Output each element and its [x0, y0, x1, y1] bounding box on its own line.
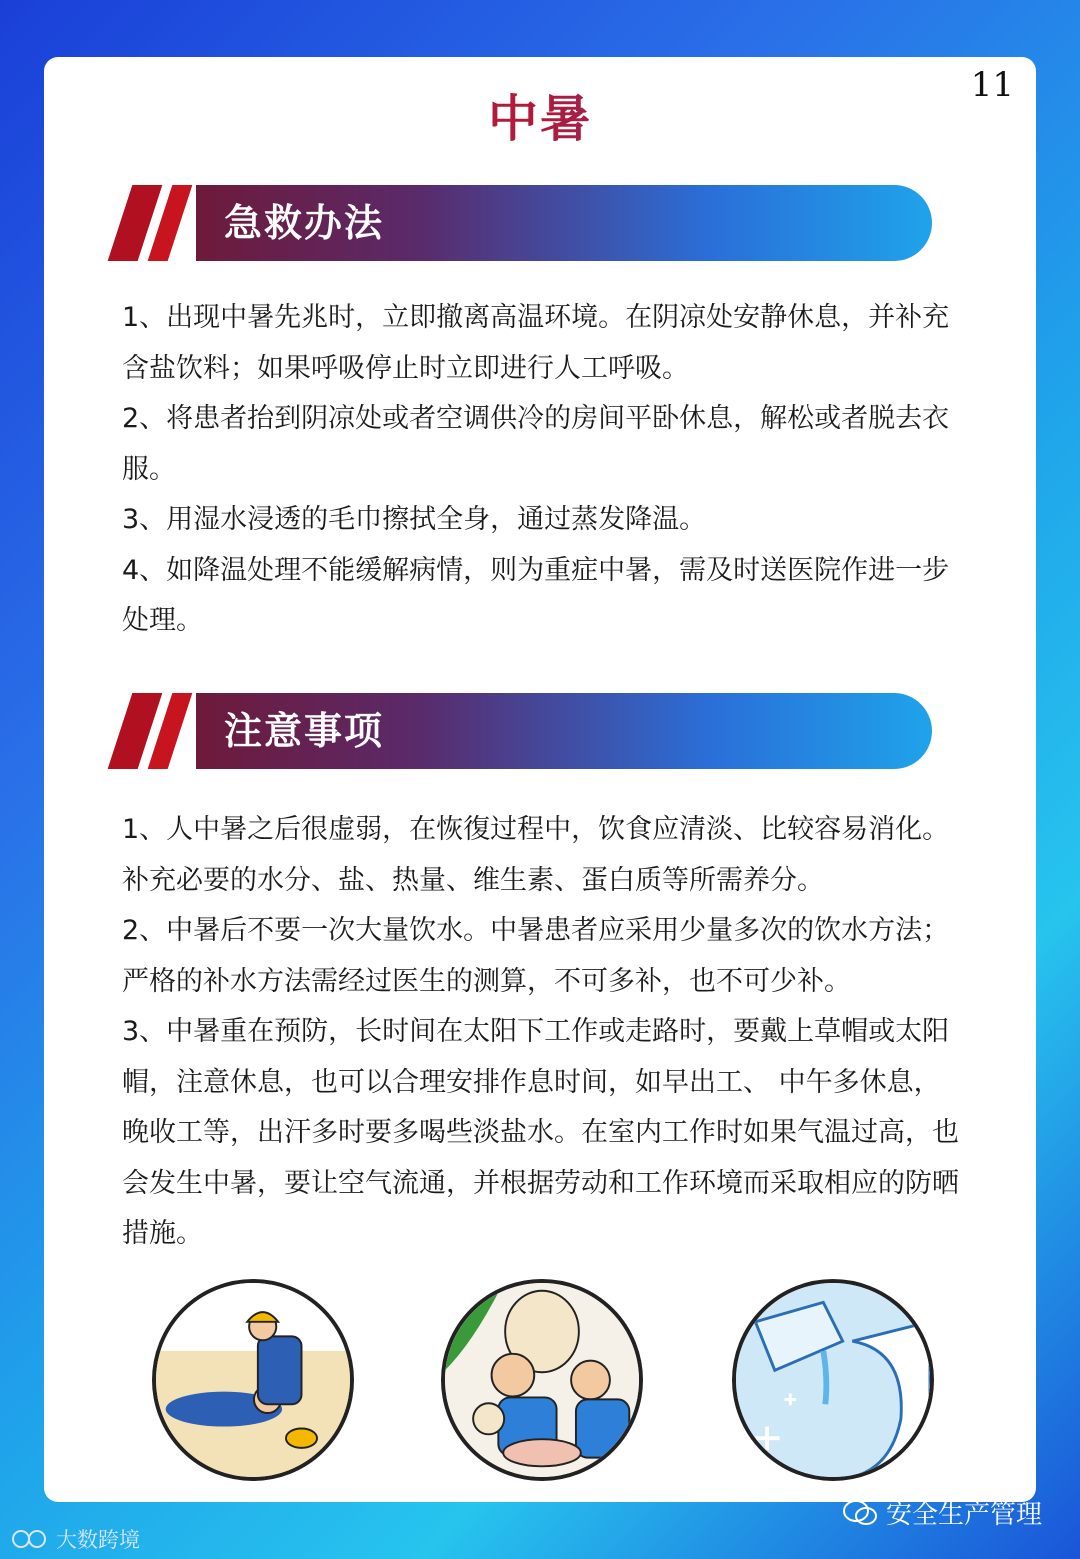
page-card [44, 57, 1036, 1502]
watermark-left-text: 大数跨境 [56, 1528, 140, 1552]
section-banner-first-aid [108, 185, 932, 261]
list-item: 2、将患者抬到阴凉处或者空调供冷的房间平卧休息，解松或者脱去衣服。 [122, 403, 950, 485]
section-heading: 急救办法 [224, 201, 385, 245]
watermark-left [10, 1524, 140, 1554]
wechat-icon [842, 1498, 878, 1528]
section-banner-precautions [108, 693, 932, 769]
watermark-right [842, 1494, 1042, 1531]
rescuer-icon [156, 1283, 350, 1477]
list-item: 1、人中暑之后很虚弱，在恢復过程中，饮食应清淡、比较容易消化。补充必要的水分、盐、热量、维生素、蛋白质等所需养分。 [122, 814, 950, 896]
fanning-illustration [441, 1279, 643, 1481]
list-item: 4、如降温处理不能缓解病情，则为重症中暑，需及时送医院作进一步处理。 [122, 554, 950, 636]
list-item: 2、中暑后不要一次大量饮水。中暑患者应采用少量多次的饮水方法；严格的补水方法需经过医生的测算，不可多补，也不可少补。 [122, 915, 950, 997]
list-item: 3、用湿水浸透的毛巾擦拭全身，通过蒸发降温。 [122, 504, 707, 535]
section-heading: 注意事项 [224, 709, 385, 753]
section-body-first-aid [122, 293, 964, 647]
first-aid-illustration [152, 1279, 354, 1481]
page-title: 中暑 [44, 79, 1036, 151]
illustrations [152, 1279, 942, 1489]
list-item: 1、出现中暑先兆时，立即撤离高温环境。在阴凉处安静休息，并补充含盐饮料；如果呼吸停止时立即进行人工呼吸。 [122, 302, 950, 384]
drinking-illustration [732, 1279, 934, 1481]
water-icon [736, 1283, 930, 1477]
list-item: 3、中暑重在预防，长时间在太阳下工作或走路时，要戴上草帽或太阳帽，注意休息，也可以合理安排作息时间，如早出工、 中午多休息， 晚收工等，出汗多时要多喝些淡盐水。在室内工作时如果气温过高，也会发生中暑，要让空气流通，并根据劳动和工作环境而采取相应的防晒措施。 [122, 1016, 959, 1249]
watermark-right-text: 安全生产管理 [885, 1500, 1042, 1530]
brand-logo-icon [10, 1528, 50, 1550]
fan-icon [445, 1283, 639, 1477]
section-body-precautions [122, 805, 964, 1260]
